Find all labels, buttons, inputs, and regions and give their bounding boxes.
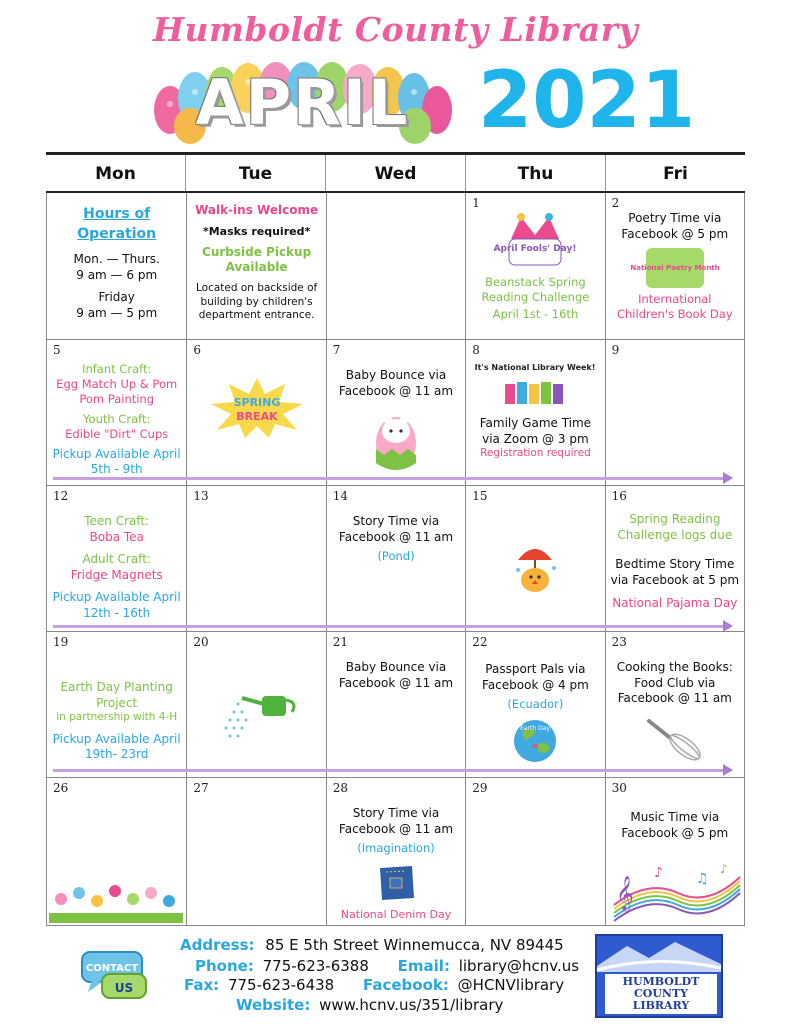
week-row bbox=[47, 193, 744, 339]
weekday-mon: Mon bbox=[95, 164, 136, 184]
day-cell-15 bbox=[465, 486, 604, 631]
website-label: Website: bbox=[236, 996, 311, 1014]
day-cell-5 bbox=[47, 340, 186, 485]
infant-craft-label: Infant Craft: bbox=[82, 362, 152, 376]
day-cell-20 bbox=[186, 632, 325, 777]
library-week-label: It's National Library Week! bbox=[475, 363, 596, 372]
hours-friday-time: 9 am — 5 pm bbox=[76, 305, 158, 320]
logo-line2: COUNTY bbox=[633, 987, 689, 1000]
day-number: 20 bbox=[193, 635, 209, 649]
day-cell-16 bbox=[605, 486, 744, 631]
day-cell-19 bbox=[47, 632, 186, 777]
poetry-month-label: National Poetry Month bbox=[630, 264, 720, 273]
day-number: 1 bbox=[472, 196, 480, 210]
logo-line1: HUMBOLDT bbox=[622, 975, 700, 988]
week-range-arrow bbox=[53, 477, 723, 480]
passport-country: (Ecuador) bbox=[507, 697, 564, 712]
day-cell-21 bbox=[326, 632, 465, 777]
april-fools-label: April Fools' Day! bbox=[493, 244, 577, 254]
whisk-icon bbox=[645, 717, 705, 761]
logo-line3: LIBRARY bbox=[632, 999, 690, 1012]
day-cell-29 bbox=[465, 778, 604, 925]
day-cell-28 bbox=[326, 778, 465, 925]
baby-bounce-event: Baby Bounce via Facebook @ 11 am bbox=[338, 660, 454, 690]
phone-label: Phone: bbox=[195, 957, 254, 975]
fax-facebook-line bbox=[184, 976, 604, 994]
month-title: APRIL bbox=[195, 66, 410, 139]
chick-umbrella-icon bbox=[510, 540, 560, 596]
earth-globe-icon bbox=[510, 718, 560, 764]
week-row bbox=[47, 339, 744, 485]
pickup-note: Pickup Available April 12th - 16th bbox=[52, 590, 181, 620]
fax-value: 775-623-6438 bbox=[227, 976, 335, 994]
contact-us-bubble-icon bbox=[78, 948, 152, 1002]
youth-craft-label: Youth Craft: bbox=[83, 411, 151, 426]
logs-due-note: Spring Reading Challenge logs due bbox=[617, 512, 733, 542]
curbside-note: Curbside Pickup Available bbox=[202, 244, 312, 275]
day-cell-12 bbox=[47, 486, 186, 631]
story-time-theme: (Imagination) bbox=[357, 841, 435, 856]
earth-day-label: Earth Day bbox=[520, 725, 551, 733]
contact-footer bbox=[0, 930, 791, 1024]
week-row bbox=[47, 631, 744, 777]
calendar-grid bbox=[46, 152, 745, 924]
spring-break-starburst bbox=[207, 376, 307, 438]
flowers-border bbox=[49, 877, 183, 923]
adult-craft-label: Adult Craft: bbox=[82, 552, 151, 567]
day-number: 21 bbox=[332, 635, 349, 649]
youth-craft-detail: Edible "Dirt" Cups bbox=[65, 426, 169, 441]
svg-text:♫: ♫ bbox=[695, 871, 709, 887]
day-number: 23 bbox=[611, 635, 627, 649]
contact-badge-line1: CONTACT bbox=[85, 963, 139, 974]
day-number: 6 bbox=[193, 343, 202, 357]
music-time-event: Music Time via Facebook @ 5 pm bbox=[621, 810, 729, 840]
library-title: Humboldt County Library bbox=[152, 10, 639, 49]
story-time-theme: (Pond) bbox=[377, 549, 415, 564]
email-link[interactable]: library@hcnv.us bbox=[458, 957, 580, 975]
fax-label: Fax: bbox=[184, 976, 220, 994]
teen-craft-label: Teen Craft: bbox=[84, 514, 150, 528]
day-cell-23 bbox=[605, 632, 744, 777]
month-banner bbox=[150, 62, 455, 146]
family-game-event: Family Game Time via Zoom @ 3 pm bbox=[479, 416, 592, 446]
pickup-note: Pickup Available April 5th - 9th bbox=[52, 446, 181, 477]
hours-friday-label: Friday bbox=[98, 290, 135, 305]
day-number: 12 bbox=[53, 489, 69, 503]
pickup-note: Pickup Available April 19th- 23rd bbox=[52, 731, 181, 762]
weekday-wed: Wed bbox=[325, 155, 465, 191]
earth-day-project: Earth Day Planting Project bbox=[60, 680, 173, 710]
day-cell-14 bbox=[326, 486, 465, 631]
year-title: 2021 bbox=[478, 56, 696, 146]
svg-text:BREAK: BREAK bbox=[235, 410, 278, 423]
jeans-icon bbox=[376, 864, 416, 902]
day-cell-2 bbox=[605, 193, 744, 339]
day-number: 14 bbox=[332, 489, 349, 503]
library-logo bbox=[595, 934, 723, 1018]
page-header bbox=[0, 0, 791, 150]
day-cell-6 bbox=[186, 340, 325, 485]
registration-note: Registration required bbox=[480, 447, 591, 460]
day-cell-13 bbox=[186, 486, 325, 631]
day-cell-notice bbox=[186, 193, 325, 339]
address-line bbox=[180, 936, 600, 954]
library-week-books-icon bbox=[475, 358, 596, 412]
poetry-month-badge bbox=[630, 246, 720, 290]
mountain-icon bbox=[597, 936, 721, 972]
contact-badge-line2: US bbox=[114, 981, 134, 995]
story-time-event: Story Time via Facebook @ 11 am bbox=[338, 514, 454, 544]
hours-weekday-time: 9 am — 6 pm bbox=[76, 267, 158, 282]
partnership-note: in partnership with 4-H bbox=[56, 711, 178, 724]
library-logo-text bbox=[605, 974, 717, 1014]
passport-pals-event: Passport Pals via Facebook @ 4 pm bbox=[482, 662, 589, 692]
week-row bbox=[47, 777, 744, 925]
teen-craft-detail: Boba Tea bbox=[89, 529, 144, 544]
week-range-arrow bbox=[53, 625, 723, 628]
cooking-books-event: Cooking the Books: Food Club via Facebook @ 11 am bbox=[616, 660, 733, 706]
phone-email-line bbox=[195, 957, 615, 975]
hours-weekday-label: Mon. — Thurs. bbox=[73, 252, 160, 267]
website-line bbox=[236, 996, 656, 1014]
address-value: 85 E 5th Street Winnemucca, NV 89445 bbox=[265, 936, 564, 954]
day-number: 27 bbox=[193, 781, 209, 795]
weekday-fri: Fri bbox=[605, 155, 745, 191]
day-cell-empty bbox=[326, 193, 465, 339]
day-number: 13 bbox=[193, 489, 209, 503]
day-number: 5 bbox=[53, 343, 61, 357]
address-label: Address: bbox=[180, 936, 255, 954]
phone-value: 775-623-6388 bbox=[262, 957, 369, 975]
day-cell-30 bbox=[605, 778, 744, 925]
poetry-time-event: Poetry Time via Facebook @ 5 pm bbox=[621, 211, 729, 241]
childrens-book-day: International Children's Book Day bbox=[616, 292, 733, 322]
week-range-arrow bbox=[53, 769, 723, 772]
hours-title: Hours of Operation bbox=[77, 206, 157, 242]
weekday-header bbox=[46, 155, 745, 193]
walkins-note: Walk-ins Welcome bbox=[195, 203, 319, 217]
day-cell-9 bbox=[605, 340, 744, 485]
day-number: 16 bbox=[611, 489, 627, 503]
music-notes-icon bbox=[608, 859, 742, 923]
jester-hat-icon bbox=[493, 209, 577, 269]
weekday-tue: Tue bbox=[185, 155, 325, 191]
svg-text:♪: ♪ bbox=[719, 862, 728, 876]
bunny-egg-icon bbox=[372, 407, 420, 473]
day-number: 19 bbox=[53, 635, 69, 649]
location-note: Located on backside of building by children's department entrance. bbox=[195, 282, 318, 322]
weekday-thu: Thu bbox=[465, 155, 605, 191]
week-row bbox=[47, 485, 744, 631]
story-time-event: Story Time via Facebook @ 11 am bbox=[338, 806, 454, 836]
denim-day-note: National Denim Day bbox=[340, 908, 452, 922]
masks-note: *Masks required* bbox=[202, 224, 311, 238]
day-number: 15 bbox=[472, 489, 488, 503]
baby-bounce-event: Baby Bounce via Facebook @ 11 am bbox=[338, 368, 454, 398]
day-cell-8 bbox=[465, 340, 604, 485]
day-cell-1 bbox=[465, 193, 604, 339]
day-number: 22 bbox=[472, 635, 488, 649]
day-number: 2 bbox=[611, 196, 620, 210]
day-cell-hours bbox=[47, 193, 186, 339]
infant-craft-detail: Egg Match Up & Pom Pom Painting bbox=[56, 376, 178, 406]
beanstack-note: Beanstack Spring Reading Challenge bbox=[481, 275, 590, 304]
facebook-label: Facebook: bbox=[363, 976, 449, 994]
bedtime-story-event: Bedtime Story Time via Facebook at 5 pm bbox=[610, 557, 740, 587]
svg-text:♪: ♪ bbox=[653, 865, 663, 881]
svg-text:SPRING: SPRING bbox=[233, 396, 280, 409]
svg-text:𝄞: 𝄞 bbox=[615, 876, 634, 911]
adult-craft-detail: Fridge Magnets bbox=[70, 567, 163, 582]
day-number: 29 bbox=[472, 781, 488, 795]
day-number: 30 bbox=[611, 781, 627, 795]
pajama-day-note: National Pajama Day bbox=[612, 596, 738, 611]
watering-can-icon bbox=[214, 684, 300, 742]
day-cell-7 bbox=[326, 340, 465, 485]
day-number: 7 bbox=[332, 343, 341, 357]
beanstack-dates: April 1st - 16th bbox=[492, 306, 579, 321]
website-link[interactable]: www.hcnv.us/351/library bbox=[319, 996, 504, 1014]
day-number: 8 bbox=[472, 343, 480, 357]
day-number: 26 bbox=[53, 781, 69, 795]
day-number: 28 bbox=[332, 781, 349, 795]
facebook-link[interactable]: @HCNVlibrary bbox=[457, 976, 565, 994]
day-number: 9 bbox=[611, 343, 620, 357]
day-cell-27 bbox=[186, 778, 325, 925]
day-cell-26 bbox=[47, 778, 186, 925]
email-label: Email: bbox=[397, 957, 450, 975]
day-cell-22 bbox=[465, 632, 604, 777]
